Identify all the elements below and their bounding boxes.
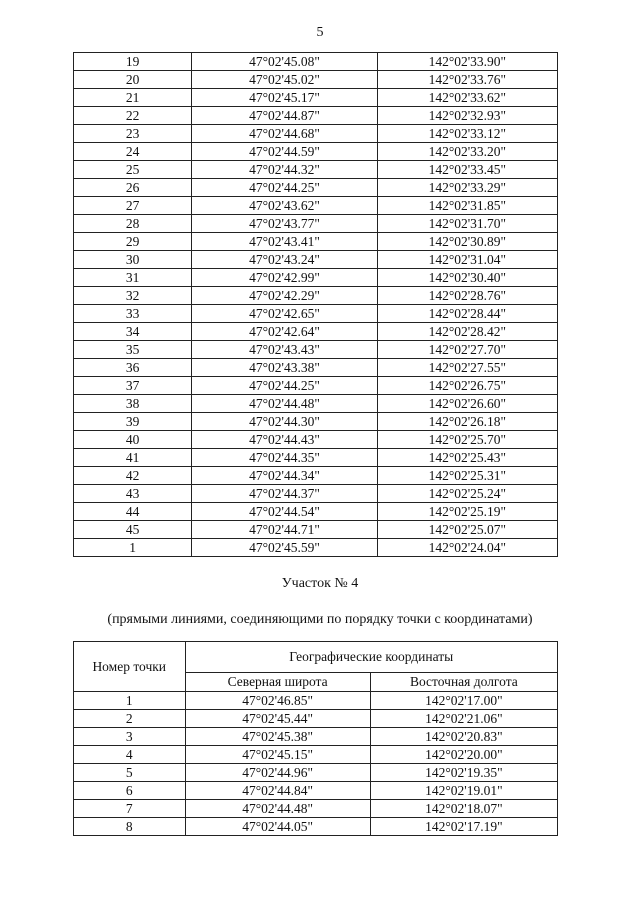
latitude-cell: 47°02'44.32" bbox=[192, 161, 377, 179]
point-number-cell: 40 bbox=[74, 431, 192, 449]
table-row bbox=[74, 746, 558, 764]
longitude-cell: 142°02'25.19" bbox=[377, 503, 557, 521]
longitude-cell: 142°02'27.70" bbox=[377, 341, 557, 359]
table-row bbox=[74, 764, 558, 782]
latitude-cell: 47°02'45.44" bbox=[185, 710, 370, 728]
latitude-cell: 47°02'44.48" bbox=[185, 800, 370, 818]
point-number-cell: 4 bbox=[74, 746, 186, 764]
latitude-cell: 47°02'42.64" bbox=[192, 323, 377, 341]
latitude-cell: 47°02'44.48" bbox=[192, 395, 377, 413]
table-row bbox=[74, 467, 558, 485]
latitude-cell: 47°02'42.65" bbox=[192, 305, 377, 323]
latitude-cell: 47°02'45.38" bbox=[185, 728, 370, 746]
latitude-cell: 47°02'43.77" bbox=[192, 215, 377, 233]
longitude-cell: 142°02'19.35" bbox=[370, 764, 557, 782]
point-number-cell: 6 bbox=[74, 782, 186, 800]
latitude-cell: 47°02'45.15" bbox=[185, 746, 370, 764]
latitude-cell: 47°02'44.25" bbox=[192, 377, 377, 395]
point-number-cell: 1 bbox=[74, 692, 186, 710]
table-row bbox=[74, 521, 558, 539]
point-number-cell: 27 bbox=[74, 197, 192, 215]
table-row bbox=[74, 449, 558, 467]
page-number: 5 bbox=[316, 25, 324, 40]
table-row bbox=[74, 710, 558, 728]
table-row bbox=[74, 359, 558, 377]
table-row bbox=[74, 800, 558, 818]
point-number-cell: 19 bbox=[74, 53, 192, 71]
table-row bbox=[74, 197, 558, 215]
table-row bbox=[74, 341, 558, 359]
header-east-longitude: Восточная долгота bbox=[370, 673, 557, 692]
point-number-cell: 25 bbox=[74, 161, 192, 179]
latitude-cell: 47°02'44.59" bbox=[192, 143, 377, 161]
table-row bbox=[74, 251, 558, 269]
longitude-cell: 142°02'33.12" bbox=[377, 125, 557, 143]
table-row bbox=[74, 323, 558, 341]
table-row bbox=[74, 125, 558, 143]
table-row bbox=[74, 143, 558, 161]
table-row bbox=[74, 818, 558, 836]
longitude-cell: 142°02'32.93" bbox=[377, 107, 557, 125]
longitude-cell: 142°02'25.31" bbox=[377, 467, 557, 485]
table-row bbox=[74, 692, 558, 710]
point-number-cell: 8 bbox=[74, 818, 186, 836]
coordinates-table-body bbox=[74, 53, 558, 557]
table-row bbox=[74, 179, 558, 197]
longitude-cell: 142°02'27.55" bbox=[377, 359, 557, 377]
point-number-cell: 21 bbox=[74, 89, 192, 107]
latitude-cell: 47°02'45.17" bbox=[192, 89, 377, 107]
longitude-cell: 142°02'31.85" bbox=[377, 197, 557, 215]
table-row bbox=[74, 395, 558, 413]
latitude-cell: 47°02'44.30" bbox=[192, 413, 377, 431]
longitude-cell: 142°02'33.29" bbox=[377, 179, 557, 197]
section-4-table-body bbox=[74, 692, 558, 836]
longitude-cell: 142°02'33.90" bbox=[377, 53, 557, 71]
table-row bbox=[74, 539, 558, 557]
table-row bbox=[74, 233, 558, 251]
point-number-cell: 2 bbox=[74, 710, 186, 728]
point-number-cell: 30 bbox=[74, 251, 192, 269]
header-row bbox=[74, 642, 558, 673]
longitude-cell: 142°02'25.07" bbox=[377, 521, 557, 539]
point-number-cell: 20 bbox=[74, 71, 192, 89]
longitude-cell: 142°02'30.40" bbox=[377, 269, 557, 287]
point-number-cell: 3 bbox=[74, 728, 186, 746]
table-row bbox=[74, 53, 558, 71]
point-number-cell: 5 bbox=[74, 764, 186, 782]
latitude-cell: 47°02'43.43" bbox=[192, 341, 377, 359]
section-title: Участок № 4 bbox=[281, 576, 359, 591]
table-header bbox=[74, 642, 558, 692]
table-row bbox=[74, 89, 558, 107]
longitude-cell: 142°02'25.70" bbox=[377, 431, 557, 449]
longitude-cell: 142°02'33.76" bbox=[377, 71, 557, 89]
table-row bbox=[74, 71, 558, 89]
latitude-cell: 47°02'43.41" bbox=[192, 233, 377, 251]
longitude-cell: 142°02'28.42" bbox=[377, 323, 557, 341]
latitude-cell: 47°02'44.54" bbox=[192, 503, 377, 521]
longitude-cell: 142°02'20.83" bbox=[370, 728, 557, 746]
point-number-cell: 22 bbox=[74, 107, 192, 125]
point-number-cell: 38 bbox=[74, 395, 192, 413]
table-row bbox=[74, 107, 558, 125]
table-row bbox=[74, 305, 558, 323]
longitude-cell: 142°02'31.70" bbox=[377, 215, 557, 233]
section-4-coordinates-table bbox=[73, 641, 558, 836]
point-number-cell: 24 bbox=[74, 143, 192, 161]
point-number-cell: 36 bbox=[74, 359, 192, 377]
point-number-cell: 1 bbox=[74, 539, 192, 557]
longitude-cell: 142°02'17.00" bbox=[370, 692, 557, 710]
table-row bbox=[74, 728, 558, 746]
latitude-cell: 47°02'44.43" bbox=[192, 431, 377, 449]
header-point-number: Номер точки bbox=[74, 642, 186, 692]
table-row bbox=[74, 782, 558, 800]
section-subtitle: (прямыми линиями, соединяющими по порядку точки с координатами) bbox=[107, 612, 533, 627]
latitude-cell: 47°02'42.99" bbox=[192, 269, 377, 287]
header-north-latitude: Северная широта bbox=[185, 673, 370, 692]
point-number-cell: 33 bbox=[74, 305, 192, 323]
table-row bbox=[74, 431, 558, 449]
point-number-cell: 32 bbox=[74, 287, 192, 305]
longitude-cell: 142°02'18.07" bbox=[370, 800, 557, 818]
longitude-cell: 142°02'17.19" bbox=[370, 818, 557, 836]
table-row bbox=[74, 161, 558, 179]
latitude-cell: 47°02'44.71" bbox=[192, 521, 377, 539]
longitude-cell: 142°02'21.06" bbox=[370, 710, 557, 728]
latitude-cell: 47°02'45.59" bbox=[192, 539, 377, 557]
point-number-cell: 43 bbox=[74, 485, 192, 503]
latitude-cell: 47°02'45.08" bbox=[192, 53, 377, 71]
longitude-cell: 142°02'33.45" bbox=[377, 161, 557, 179]
longitude-cell: 142°02'28.76" bbox=[377, 287, 557, 305]
longitude-cell: 142°02'30.89" bbox=[377, 233, 557, 251]
longitude-cell: 142°02'20.00" bbox=[370, 746, 557, 764]
latitude-cell: 47°02'43.62" bbox=[192, 197, 377, 215]
table-row bbox=[74, 413, 558, 431]
latitude-cell: 47°02'44.25" bbox=[192, 179, 377, 197]
point-number-cell: 42 bbox=[74, 467, 192, 485]
longitude-cell: 142°02'25.24" bbox=[377, 485, 557, 503]
longitude-cell: 142°02'26.75" bbox=[377, 377, 557, 395]
latitude-cell: 47°02'44.34" bbox=[192, 467, 377, 485]
latitude-cell: 47°02'46.85" bbox=[185, 692, 370, 710]
table-row bbox=[74, 503, 558, 521]
point-number-cell: 26 bbox=[74, 179, 192, 197]
table-row bbox=[74, 485, 558, 503]
latitude-cell: 47°02'44.35" bbox=[192, 449, 377, 467]
point-number-cell: 37 bbox=[74, 377, 192, 395]
latitude-cell: 47°02'45.02" bbox=[192, 71, 377, 89]
point-number-cell: 45 bbox=[74, 521, 192, 539]
point-number-cell: 28 bbox=[74, 215, 192, 233]
point-number-cell: 7 bbox=[74, 800, 186, 818]
longitude-cell: 142°02'28.44" bbox=[377, 305, 557, 323]
longitude-cell: 142°02'26.60" bbox=[377, 395, 557, 413]
latitude-cell: 47°02'43.24" bbox=[192, 251, 377, 269]
table-row bbox=[74, 269, 558, 287]
longitude-cell: 142°02'33.20" bbox=[377, 143, 557, 161]
table-row bbox=[74, 287, 558, 305]
longitude-cell: 142°02'26.18" bbox=[377, 413, 557, 431]
latitude-cell: 47°02'43.38" bbox=[192, 359, 377, 377]
longitude-cell: 142°02'19.01" bbox=[370, 782, 557, 800]
point-number-cell: 29 bbox=[74, 233, 192, 251]
longitude-cell: 142°02'31.04" bbox=[377, 251, 557, 269]
point-number-cell: 23 bbox=[74, 125, 192, 143]
point-number-cell: 35 bbox=[74, 341, 192, 359]
longitude-cell: 142°02'24.04" bbox=[377, 539, 557, 557]
latitude-cell: 47°02'44.37" bbox=[192, 485, 377, 503]
point-number-cell: 44 bbox=[74, 503, 192, 521]
point-number-cell: 34 bbox=[74, 323, 192, 341]
table-row bbox=[74, 215, 558, 233]
latitude-cell: 47°02'44.68" bbox=[192, 125, 377, 143]
point-number-cell: 31 bbox=[74, 269, 192, 287]
table-row bbox=[74, 377, 558, 395]
longitude-cell: 142°02'33.62" bbox=[377, 89, 557, 107]
latitude-cell: 47°02'44.96" bbox=[185, 764, 370, 782]
coordinates-table-continued bbox=[73, 52, 558, 557]
latitude-cell: 47°02'44.87" bbox=[192, 107, 377, 125]
latitude-cell: 47°02'42.29" bbox=[192, 287, 377, 305]
latitude-cell: 47°02'44.05" bbox=[185, 818, 370, 836]
longitude-cell: 142°02'25.43" bbox=[377, 449, 557, 467]
latitude-cell: 47°02'44.84" bbox=[185, 782, 370, 800]
header-geo-coordinates: Географические координаты bbox=[185, 642, 558, 673]
point-number-cell: 41 bbox=[74, 449, 192, 467]
point-number-cell: 39 bbox=[74, 413, 192, 431]
